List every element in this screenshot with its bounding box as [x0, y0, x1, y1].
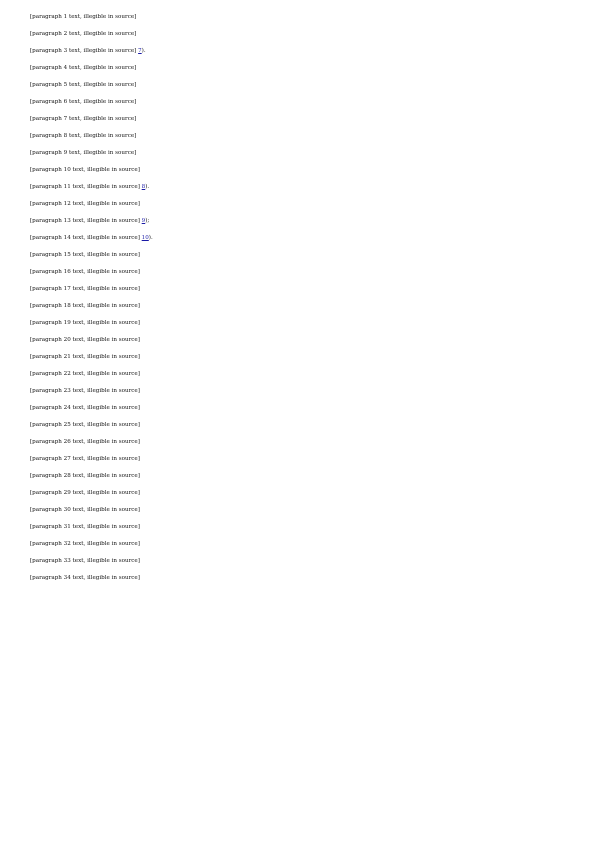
- paragraph: [paragraph 10 text, illegible in source]: [30, 167, 140, 173]
- paragraph: [paragraph 8 text, illegible in source]: [30, 133, 137, 139]
- paragraph: [paragraph 5 text, illegible in source]: [30, 82, 137, 88]
- paragraph: [paragraph 1 text, illegible in source]: [30, 14, 137, 20]
- bullet-item: [paragraph 14 text, illegible in source] 10).: [30, 235, 153, 241]
- bullet-item: [paragraph 33 text, illegible in source]: [30, 558, 140, 564]
- paragraph: [paragraph 28 text, illegible in source]: [30, 473, 140, 479]
- paragraph: [paragraph 6 text, illegible in source]: [30, 99, 137, 105]
- bullet-item: [paragraph 30 text, illegible in source]: [30, 507, 140, 513]
- bullet-item: [paragraph 31 text, illegible in source]: [30, 524, 140, 530]
- paragraph: [paragraph 17 text, illegible in source]: [30, 286, 140, 292]
- paragraph: [paragraph 11 text, illegible in source] 8).: [30, 184, 150, 190]
- paragraph: [paragraph 9 text, illegible in source]: [30, 150, 137, 156]
- paragraph: [paragraph 24 text, illegible in source]: [30, 405, 140, 411]
- paragraph: [paragraph 15 text, illegible in source]: [30, 252, 140, 258]
- paragraph: [paragraph 4 text, illegible in source]: [30, 65, 137, 71]
- paragraph: [paragraph 19 text, illegible in source]: [30, 320, 140, 326]
- paragraph: [paragraph 21 text, illegible in source]: [30, 354, 140, 360]
- bullet-item: [paragraph 13 text, illegible in source] 9);: [30, 218, 150, 224]
- bullet-item: [paragraph 34 text, illegible in source]: [30, 575, 140, 581]
- paragraph: [paragraph 7 text, illegible in source]: [30, 116, 137, 122]
- paragraph: [paragraph 20 text, illegible in source]: [30, 337, 140, 343]
- paragraph: [paragraph 12 text, illegible in source]: [30, 201, 140, 207]
- appendix-link[interactable]: 10: [141, 235, 149, 241]
- paragraph: [paragraph 26 text, illegible in source]: [30, 439, 140, 445]
- paragraph: [paragraph 22 text, illegible in source]: [30, 371, 140, 377]
- appendix-link[interactable]: 7: [138, 48, 142, 54]
- appendix-link[interactable]: 9: [141, 218, 146, 224]
- paragraph: [paragraph 2 text, illegible in source]: [30, 31, 137, 37]
- paragraph: [paragraph 3 text, illegible in source] 7).: [30, 48, 146, 54]
- paragraph: [paragraph 23 text, illegible in source]: [30, 388, 140, 394]
- bullet-item: [paragraph 32 text, illegible in source]: [30, 541, 140, 547]
- paragraph: [paragraph 25 text, illegible in source]: [30, 422, 140, 428]
- appendix-link[interactable]: 8: [141, 184, 146, 190]
- bullet-item: [paragraph 29 text, illegible in source]: [30, 490, 140, 496]
- paragraph: [paragraph 16 text, illegible in source]: [30, 269, 140, 275]
- paragraph: [paragraph 27 text, illegible in source]: [30, 456, 140, 462]
- paragraph: [paragraph 18 text, illegible in source]: [30, 303, 140, 309]
